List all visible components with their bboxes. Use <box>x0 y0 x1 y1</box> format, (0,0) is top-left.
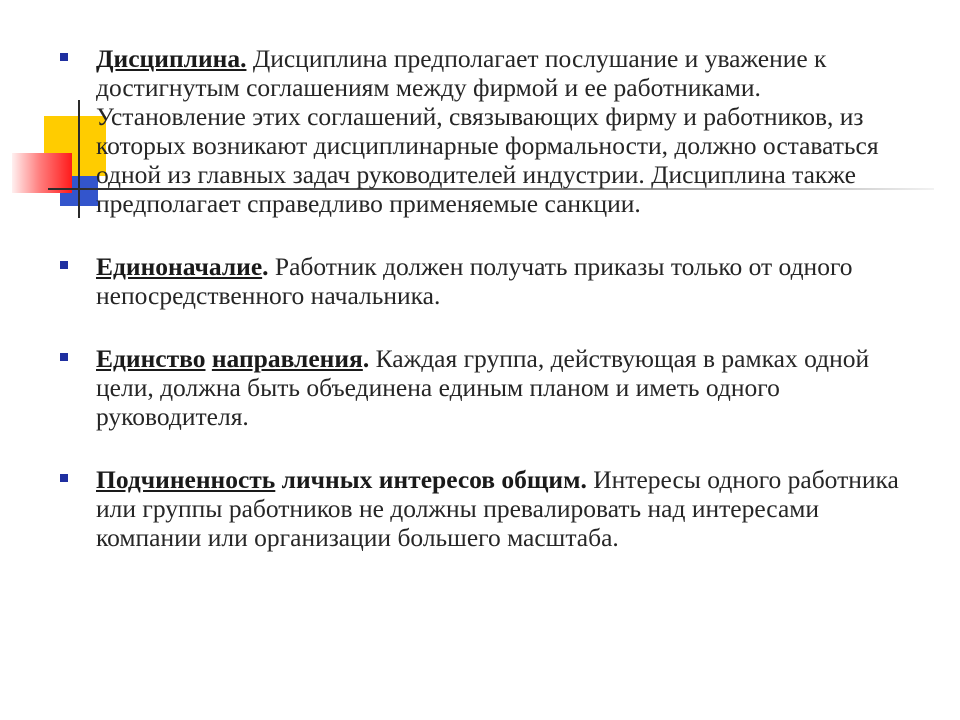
square-bullet-icon <box>60 474 68 482</box>
square-bullet-icon <box>60 353 68 361</box>
list-item-unity-of-command <box>58 252 908 310</box>
term-direction: направления <box>211 344 363 373</box>
list-item-discipline <box>58 44 908 218</box>
item-text: Дисциплина предполагает послушание и уважение к достигнутым соглашениям между фирмой и ее работниками. Установление этих соглашений, связывающих фирму и работников, из которых возникают дисциплинарные формальности, должно оставаться одной из главных задач руководителей индустрии. Дисциплина также предполагает справедливо применяемые санкции. <box>96 44 879 218</box>
square-bullet-icon <box>60 261 68 269</box>
term-suffix: . <box>262 252 269 281</box>
term-bold-continuation: личных интересов общим. <box>275 465 587 494</box>
square-bullet-icon <box>60 53 68 61</box>
term-unity-of-command: Единоначалие <box>96 252 263 281</box>
term-unity: Единство <box>96 344 206 373</box>
list-item-subordination <box>58 465 908 552</box>
item-text: Каждая группа, действующая в рамках одной цели, должна быть объединена единым планом и иметь одного руководителя. <box>96 344 870 431</box>
item-text: Интересы одного работника или группы работников не должны превалировать над интересами компании или организации большего масштаба. <box>96 465 899 552</box>
slide-content <box>58 44 908 552</box>
term-suffix: . <box>362 344 370 373</box>
term-subordination: Подчиненность <box>96 465 276 494</box>
term-discipline: Дисциплина. <box>96 44 247 73</box>
list-item-unity-of-direction <box>58 344 908 431</box>
item-text: Работник должен получать приказы только от одного непосредственного начальника. <box>96 252 853 310</box>
